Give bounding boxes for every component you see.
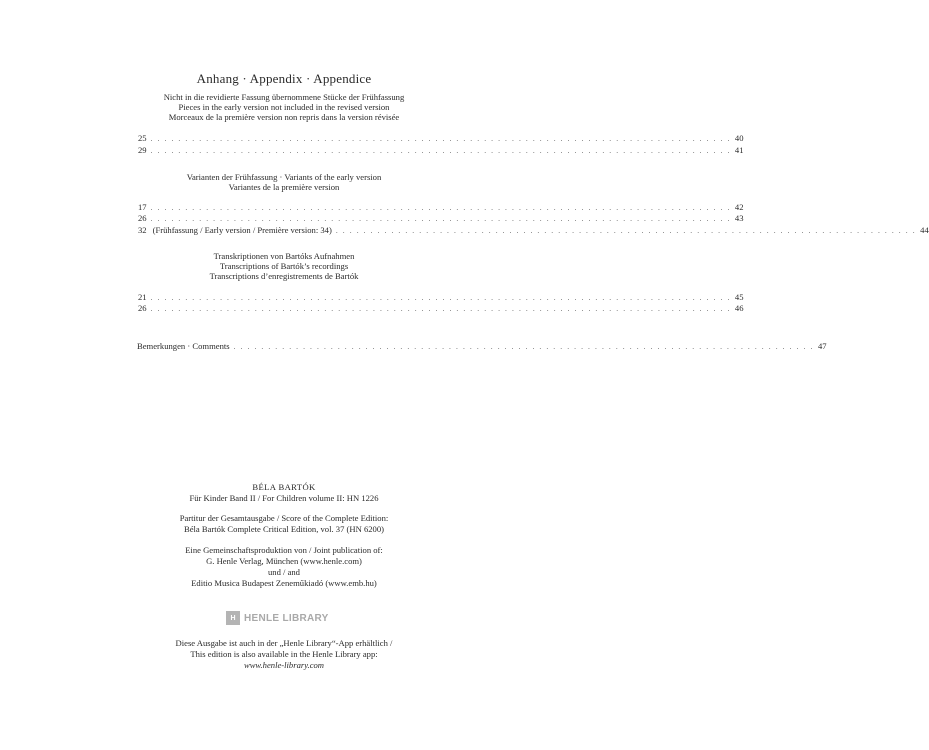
section2-line-2: Variantes de la première version — [228, 182, 340, 192]
leader-dots: . . . . . . . . . . . . . . . . . . . . . . . . . . . . . . . . . . . . . . . . . . . . . . . . . . . . . . . . . . . . . . . . . . . . . . . . . . . . . . . . . . . . — [150, 214, 731, 223]
toc-row[interactable] — [138, 133, 744, 144]
leader-dots: . . . . . . . . . . . . . . . . . . . . . . . . . . . . . . . . . . . . . . . . . . . . . . . . . . . . . . . . . . . . . . . . . . . . . . . . . . . . . . . . . . . . — [150, 146, 731, 155]
joint-line-4: Editio Musica Budapest Zeneműkiadó (www.emb.hu) — [191, 578, 377, 588]
section3-line-1: Transkriptionen von Bartóks Aufnahmen — [213, 251, 355, 261]
toc-number: 25 — [138, 133, 147, 143]
leader-dots: . . . . . . . . . . . . . . . . . . . . . . . . . . . . . . . . . . . . . . . . . . . . . . . . . . . . . . . . . . . . . . . . . . . . . . . . . . . . . . . . . . . . — [150, 293, 731, 302]
toc-page: 41 — [734, 145, 744, 155]
leader-dots: . . . . . . . . . . . . . . . . . . . . . . . . . . . . . . . . . . . . . . . . . . . . . . . . . . . . . . . . . . . . . . . . . . . . . . . . . . . . . . . . . . . . — [335, 226, 917, 235]
toc-row[interactable] — [138, 145, 744, 156]
toc-page: 46 — [734, 303, 744, 313]
joint-line-2: G. Henle Verlag, München (www.henle.com) — [206, 556, 362, 566]
toc-page: 44 — [920, 225, 929, 235]
toc-number: 26 — [138, 213, 147, 223]
toc-page: 42 — [734, 202, 744, 212]
toc-number: 26 — [138, 303, 147, 313]
joint-line-1: Eine Gemeinschaftsproduktion von / Joint publication of: — [185, 545, 383, 555]
score-line-1: Partitur der Gesamtausgabe / Score of the Complete Edition: — [179, 513, 389, 523]
leader-dots: . . . . . . . . . . . . . . . . . . . . . . . . . . . . . . . . . . . . . . . . . . . . . . . . . . . . . . . . . . . . . . . . . . . . . . . . . . . . . . . . . . . . — [233, 342, 814, 351]
toc-page: 47 — [817, 341, 827, 351]
henle-logo-icon: H — [226, 611, 240, 625]
henle-logo-text: HENLE LIBRARY — [244, 612, 329, 624]
section1-line-1: Nicht in die revidierte Fassung übernommene Stücke der Frühfassung — [163, 92, 405, 102]
toc-number: 29 — [138, 145, 147, 155]
toc-row[interactable] — [138, 202, 744, 213]
toc-number: 17 — [138, 202, 147, 212]
toc-row-comments[interactable] — [137, 341, 827, 352]
section1-line-2: Pieces in the early version not included in the revised version — [178, 102, 390, 112]
work-title: Für Kinder Band II / For Children volume II: HN 1226 — [189, 493, 379, 503]
section2-line-1: Varianten der Frühfassung · Variants of the early version — [186, 172, 382, 182]
joint-line-3: und / and — [268, 567, 300, 577]
section3-line-3: Transcriptions d’enregistrements de Bartók — [209, 271, 359, 281]
comments-label: Bemerkungen · Comments — [137, 341, 230, 351]
toc-number: 32 — [138, 225, 147, 235]
section3-line-2: Transcriptions of Bartók’s recordings — [219, 261, 349, 271]
appendix-title: Anhang · Appendix · Appendice — [196, 71, 372, 86]
toc-row[interactable] — [138, 292, 744, 303]
toc-page: 40 — [734, 133, 744, 143]
app-url-link[interactable]: www.henle-library.com — [243, 660, 325, 670]
henle-library-logo — [226, 610, 329, 626]
app-line-2: This edition is also available in the Henle Library app: — [190, 649, 378, 659]
leader-dots: . . . . . . . . . . . . . . . . . . . . . . . . . . . . . . . . . . . . . . . . . . . . . . . . . . . . . . . . . . . . . . . . . . . . . . . . . . . . . . . . . . . . — [150, 304, 731, 313]
score-line-2: Béla Bartók Complete Critical Edition, vol. 37 (HN 6200) — [183, 524, 384, 534]
toc-row[interactable] — [138, 303, 744, 314]
toc-number: 21 — [138, 292, 147, 302]
toc-row[interactable] — [138, 225, 929, 236]
leader-dots: . . . . . . . . . . . . . . . . . . . . . . . . . . . . . . . . . . . . . . . . . . . . . . . . . . . . . . . . . . . . . . . . . . . . . . . . . . . . . . . . . . . . — [150, 134, 731, 143]
toc-page: 43 — [734, 213, 744, 223]
toc-text: (Frühfassung / Early version / Première version: 34) — [152, 225, 332, 235]
toc-row[interactable] — [138, 213, 744, 224]
app-line-1: Diese Ausgabe ist auch in der „Henle Library“-App erhältlich / — [175, 638, 393, 648]
leader-dots: . . . . . . . . . . . . . . . . . . . . . . . . . . . . . . . . . . . . . . . . . . . . . . . . . . . . . . . . . . . . . . . . . . . . . . . . . . . . . . . . . . . . — [150, 203, 731, 212]
section1-line-3: Morceaux de la première version non repris dans la version révisée — [168, 112, 400, 122]
composer-name: BÉLA BARTÓK — [252, 482, 316, 492]
toc-page: 45 — [734, 292, 744, 302]
